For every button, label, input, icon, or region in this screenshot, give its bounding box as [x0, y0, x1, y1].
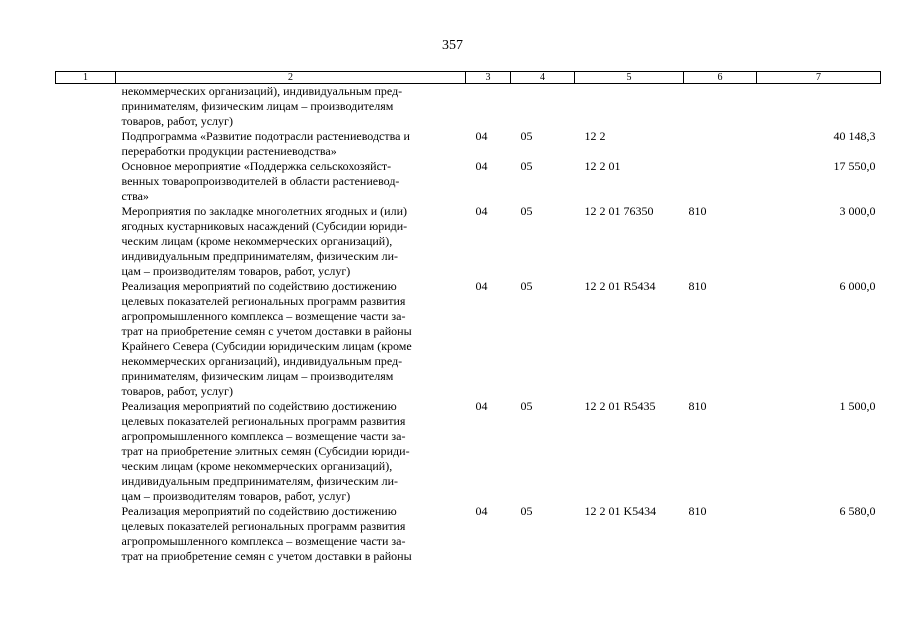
description-line: трат на приобретение семян с учетом доставки в районы [121, 549, 412, 563]
section-code-cell: 04 [475, 159, 488, 173]
table-header-row [56, 72, 881, 84]
description-cell [116, 399, 466, 504]
description-cell [116, 279, 466, 399]
subsection-code-cell: 05 [520, 204, 533, 218]
column-header-2: 2 [116, 72, 466, 84]
expense-type-cell: 810 [688, 279, 707, 293]
description-line: венных товаропроизводителей в области растениевод- [121, 174, 400, 188]
description-line: некоммерческих организаций), индивидуальным пред- [121, 354, 403, 368]
description-line: трат на приобретение элитных семян (Субсидии юриди- [121, 444, 410, 458]
description-line: товаров, работ, услуг) [121, 114, 233, 128]
section-code-cell: 04 [475, 204, 488, 218]
description-line: целевых показателей региональных программ развития [121, 294, 406, 308]
expense-type-cell: 810 [688, 399, 707, 413]
expense-type-cell [684, 159, 757, 204]
table-row [56, 504, 881, 564]
expense-type-cell [684, 129, 757, 159]
row-number-cell [56, 84, 116, 130]
section-code-cell [466, 84, 511, 130]
column-header-4: 4 [511, 72, 575, 84]
amount-cell: 40 148,3 [833, 129, 876, 143]
table-row [56, 204, 881, 279]
amount-cell: 1 500,0 [839, 399, 876, 413]
description-line: индивидуальным предпринимателям, физическим ли- [121, 249, 399, 263]
table-row [56, 279, 881, 399]
description-cell [116, 204, 466, 279]
amount-cell: 3 000,0 [839, 204, 876, 218]
description-line: товаров, работ, услуг) [121, 384, 233, 398]
description-line: индивидуальным предпринимателям, физическим ли- [121, 474, 399, 488]
description-line: агропромышленного комплекса – возмещение части за- [121, 429, 406, 443]
description-line: Реализация мероприятий по содействию достижению [121, 504, 397, 518]
target-article-cell: 12 2 01 R5434 [584, 279, 656, 293]
subsection-code-cell: 05 [520, 399, 533, 413]
row-number-cell [56, 399, 116, 504]
amount-cell: 6 580,0 [839, 504, 876, 518]
column-header-5: 5 [575, 72, 684, 84]
description-line: ягодных кустарниковых насаждений (Субсидии юриди- [121, 219, 408, 233]
target-article-cell: 12 2 01 76350 [584, 204, 654, 218]
amount-cell: 17 550,0 [833, 159, 876, 173]
target-article-cell: 12 2 01 [584, 159, 621, 173]
section-code-cell: 04 [475, 279, 488, 293]
description-line: принимателям, физическим лицам – производителям [121, 99, 394, 113]
subsection-code-cell [511, 84, 575, 130]
description-line: агропромышленного комплекса – возмещение части за- [121, 534, 406, 548]
description-line: ческим лицам (кроме некоммерческих организаций), [121, 234, 393, 248]
column-header-7: 7 [757, 72, 881, 84]
table-row [56, 159, 881, 204]
section-code-cell: 04 [475, 504, 488, 518]
column-header-6: 6 [684, 72, 757, 84]
subsection-code-cell: 05 [520, 504, 533, 518]
expense-type-cell: 810 [688, 504, 707, 518]
target-article-cell: 12 2 01 K5434 [584, 504, 657, 518]
description-line: целевых показателей региональных программ развития [121, 414, 406, 428]
table-body [56, 84, 881, 565]
description-cell [116, 84, 466, 130]
description-cell [116, 504, 466, 564]
description-line: принимателям, физическим лицам – производителям [121, 369, 394, 383]
description-line: цам – производителям товаров, работ, услуг) [121, 264, 351, 278]
expense-type-cell: 810 [688, 204, 707, 218]
description-cell [116, 159, 466, 204]
expense-type-cell [684, 84, 757, 130]
description-line: целевых показателей региональных программ развития [121, 519, 406, 533]
description-line: Реализация мероприятий по содействию достижению [121, 279, 397, 293]
description-line: Крайнего Севера (Субсидии юридическим лицам (кроме [121, 339, 412, 353]
row-number-cell [56, 279, 116, 399]
budget-table [55, 71, 881, 564]
description-line: некоммерческих организаций), индивидуальным пред- [121, 84, 403, 98]
subsection-code-cell: 05 [520, 159, 533, 173]
description-cell [116, 129, 466, 159]
section-code-cell: 04 [475, 129, 488, 143]
amount-cell: 6 000,0 [839, 279, 876, 293]
row-number-cell [56, 159, 116, 204]
row-number-cell [56, 129, 116, 159]
row-number-cell [56, 504, 116, 564]
column-header-1: 1 [56, 72, 116, 84]
description-line: цам – производителям товаров, работ, услуг) [121, 489, 351, 503]
description-line: агропромышленного комплекса – возмещение части за- [121, 309, 406, 323]
subsection-code-cell: 05 [520, 279, 533, 293]
description-line: ческим лицам (кроме некоммерческих организаций), [121, 459, 393, 473]
description-line: трат на приобретение семян с учетом доставки в районы [121, 324, 412, 338]
description-line: Реализация мероприятий по содействию достижению [121, 399, 397, 413]
page-number: 357 [442, 38, 463, 53]
section-code-cell: 04 [475, 399, 488, 413]
subsection-code-cell: 05 [520, 129, 533, 143]
table-row [56, 84, 881, 130]
row-number-cell [56, 204, 116, 279]
table-row [56, 129, 881, 159]
target-article-cell: 12 2 [584, 129, 606, 143]
target-article-cell: 12 2 01 R5435 [584, 399, 656, 413]
description-line: Основное мероприятие «Поддержка сельскохозяйст- [121, 159, 392, 173]
description-line: Мероприятия по закладке многолетних ягодных и (или) [121, 204, 407, 218]
description-line: ства» [121, 189, 149, 203]
amount-cell [757, 84, 881, 130]
description-line: Подпрограмма «Развитие подотрасли растениеводства и [121, 129, 410, 143]
column-header-3: 3 [466, 72, 511, 84]
target-article-cell [575, 84, 684, 130]
table-row [56, 399, 881, 504]
description-line: переработки продукции растениеводства» [121, 144, 337, 158]
